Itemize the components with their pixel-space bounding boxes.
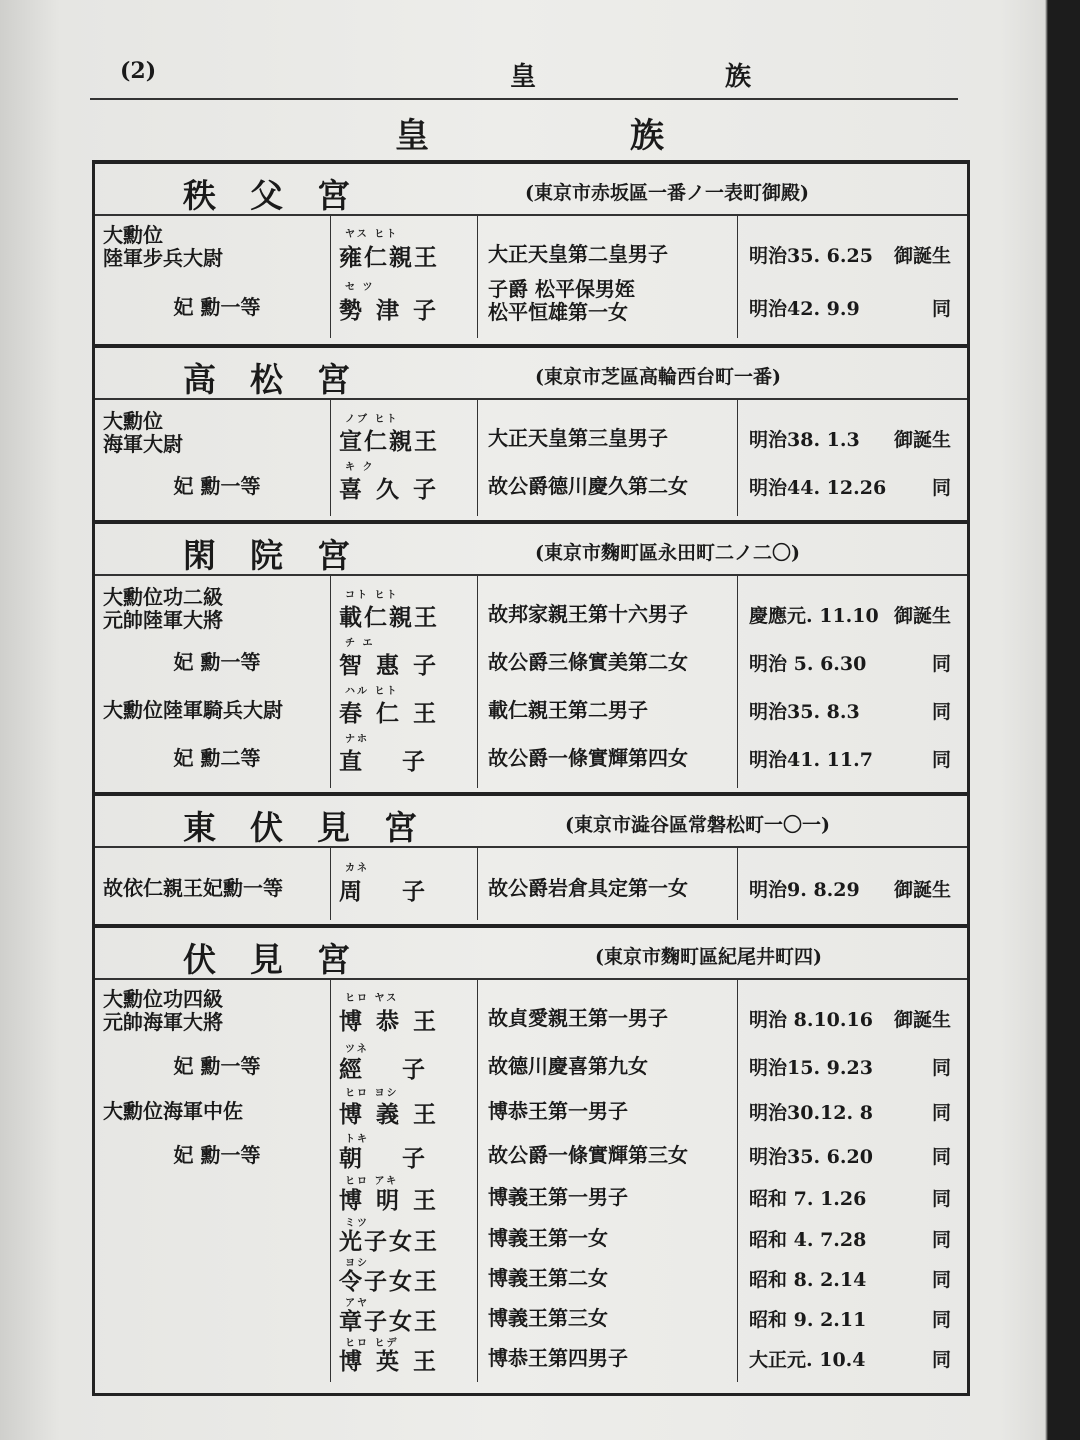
house-name: 高松宮 bbox=[183, 360, 384, 399]
house-section bbox=[95, 792, 967, 920]
member-parentage-line: 大正天皇第二皇男子 bbox=[488, 242, 668, 266]
member-row bbox=[95, 1334, 967, 1374]
member-name-reading: ナホ bbox=[345, 734, 369, 745]
member-parentage bbox=[488, 278, 738, 324]
member-parentage bbox=[488, 1096, 738, 1126]
member-row bbox=[95, 1172, 967, 1214]
member-parentage bbox=[488, 743, 738, 773]
member-parentage bbox=[488, 423, 738, 453]
member-rows bbox=[95, 400, 967, 516]
member-birth-mark: 同 bbox=[931, 477, 951, 499]
member-rank-line: 妃 勳一等 bbox=[173, 295, 261, 319]
house-address: (東京市麴町區永田町二ノ二〇) bbox=[535, 542, 800, 564]
house-header bbox=[95, 796, 967, 848]
house-address: (東京市赤坂區一番ノ一表町御殿) bbox=[525, 182, 809, 204]
member-parentage-line: 博恭王第四男子 bbox=[488, 1346, 628, 1370]
member-name-reading: ミツ bbox=[345, 1218, 369, 1229]
member-rank bbox=[103, 988, 331, 1034]
member-birth-mark: 同 bbox=[931, 1349, 951, 1371]
member-birth bbox=[739, 875, 967, 901]
member-parentage-line: 博義王第二女 bbox=[488, 1266, 608, 1290]
member-birth-date: 明治 5. 6.30 bbox=[749, 653, 867, 675]
member-birth-date: 明治15. 9.23 bbox=[749, 1057, 873, 1079]
member-birth-mark: 御誕生 bbox=[893, 429, 951, 451]
member-row bbox=[95, 1294, 967, 1334]
member-rank bbox=[103, 1096, 331, 1126]
house-header bbox=[95, 928, 967, 980]
member-birth bbox=[739, 1005, 967, 1031]
table-bottom-rule bbox=[95, 1393, 967, 1396]
member-parentage-line: 子爵 松平保男姪 bbox=[488, 277, 635, 301]
house-name: 秩父宮 bbox=[183, 176, 384, 215]
member-rank-line: 大勳位海軍中佐 bbox=[103, 1099, 243, 1123]
member-parentage-line: 故德川慶喜第九女 bbox=[488, 1054, 648, 1078]
member-birth-date: 昭和 9. 2.11 bbox=[749, 1309, 867, 1331]
house-address: (東京市麴町區紀尾井町四) bbox=[595, 946, 822, 968]
member-parentage bbox=[488, 1223, 738, 1253]
member-name-reading: セ ツ bbox=[345, 282, 375, 293]
member-rank-line: 大勳位功四級 bbox=[103, 987, 223, 1011]
member-row bbox=[95, 1254, 967, 1294]
member-parentage bbox=[488, 1343, 738, 1373]
house-name: 東伏見宮 bbox=[183, 808, 451, 847]
member-birth-date: 慶應元. 11.10 bbox=[749, 605, 879, 627]
member-birth bbox=[739, 294, 967, 320]
member-birth-date: 明治35. 6.20 bbox=[749, 1146, 873, 1168]
member-parentage bbox=[488, 599, 738, 629]
member-parentage-line: 故邦家親王第十六男子 bbox=[488, 602, 688, 626]
member-parentage-line: 故公爵三條實美第二女 bbox=[488, 650, 688, 674]
member-name: 載仁親王 bbox=[339, 604, 439, 631]
member-birth-mark: 同 bbox=[931, 1229, 951, 1251]
member-parentage-line: 博義王第一男子 bbox=[488, 1185, 628, 1209]
member-rank-line: 妃 勳一等 bbox=[173, 1143, 261, 1167]
member-parentage-line: 博義王第三女 bbox=[488, 1306, 608, 1330]
house-address: (東京市澁谷區常磐松町一〇一) bbox=[565, 814, 830, 836]
house-address: (東京市芝區高輪西台町一番) bbox=[535, 366, 781, 388]
member-name: 勢津子 bbox=[339, 297, 450, 324]
member-birth-date: 昭和 7. 1.26 bbox=[749, 1188, 867, 1210]
member-parentage-line: 載仁親王第二男子 bbox=[488, 698, 648, 722]
member-birth bbox=[739, 697, 967, 723]
member-birth-mark: 同 bbox=[931, 1057, 951, 1079]
member-name: 光子女王 bbox=[339, 1228, 439, 1255]
member-name-reading: キ ク bbox=[345, 462, 375, 473]
house-header bbox=[95, 348, 967, 400]
member-birth bbox=[739, 1345, 967, 1371]
member-birth-mark: 同 bbox=[931, 298, 951, 320]
house-section bbox=[95, 160, 967, 338]
member-birth-date: 昭和 4. 7.28 bbox=[749, 1229, 867, 1251]
member-rank-line: 妃 勳一等 bbox=[173, 650, 261, 674]
house-section bbox=[95, 344, 967, 516]
member-birth bbox=[739, 1184, 967, 1210]
member-birth-date: 明治30.12. 8 bbox=[749, 1102, 873, 1124]
member-row bbox=[95, 276, 967, 330]
member-name-reading: ヨシ bbox=[345, 1258, 369, 1269]
member-parentage-line: 博義王第一女 bbox=[488, 1226, 608, 1250]
member-row bbox=[95, 682, 967, 730]
member-birth-mark: 御誕生 bbox=[893, 245, 951, 267]
house-header bbox=[95, 164, 967, 216]
member-birth-mark: 同 bbox=[931, 749, 951, 771]
member-parentage-line: 博恭王第一男子 bbox=[488, 1099, 628, 1123]
member-rows bbox=[95, 576, 967, 788]
member-rank bbox=[103, 743, 331, 773]
member-name: 博明王 bbox=[339, 1187, 450, 1214]
running-head-left: 皇 bbox=[510, 62, 537, 92]
member-birth-mark: 同 bbox=[931, 653, 951, 675]
member-row bbox=[95, 410, 967, 458]
member-rank-line: 大勳位功二級 bbox=[103, 585, 223, 609]
member-parentage-line: 故公爵德川慶久第二女 bbox=[488, 474, 688, 498]
member-birth-date: 明治35. 8.3 bbox=[749, 701, 860, 723]
member-name-reading: ツネ bbox=[345, 1044, 369, 1055]
member-rank-line: 大勳位陸軍騎兵大尉 bbox=[103, 698, 283, 722]
member-name: 朝子 bbox=[339, 1145, 465, 1172]
member-birth bbox=[739, 745, 967, 771]
member-name-reading: ヒロ ヨシ bbox=[345, 1088, 399, 1099]
member-rank bbox=[103, 471, 331, 501]
member-birth-date: 明治 8.10.16 bbox=[749, 1009, 873, 1031]
member-name: 喜久子 bbox=[339, 476, 450, 503]
member-parentage bbox=[488, 873, 738, 903]
member-name: 經子 bbox=[339, 1056, 465, 1083]
member-row bbox=[95, 1214, 967, 1254]
member-birth-mark: 同 bbox=[931, 701, 951, 723]
member-name: 博恭王 bbox=[339, 1008, 450, 1035]
member-rank bbox=[103, 1140, 331, 1170]
member-rank-line: 妃 勳一等 bbox=[173, 1054, 261, 1078]
member-birth bbox=[739, 1142, 967, 1168]
member-rank bbox=[103, 647, 331, 677]
page-title-right: 族 bbox=[630, 116, 664, 156]
member-rank-line: 元帥海軍大將 bbox=[103, 1010, 223, 1034]
member-birth-mark: 御誕生 bbox=[893, 879, 951, 901]
member-name: 章子女王 bbox=[339, 1308, 439, 1335]
member-rows bbox=[95, 980, 967, 1382]
member-parentage bbox=[488, 1303, 738, 1333]
member-name: 雍仁親王 bbox=[339, 244, 439, 271]
member-birth bbox=[739, 1098, 967, 1124]
member-rank-line: 故依仁親王妃勳一等 bbox=[103, 876, 283, 900]
member-parentage bbox=[488, 239, 738, 269]
member-rank bbox=[103, 873, 331, 903]
member-parentage-line: 故公爵岩倉具定第一女 bbox=[488, 876, 688, 900]
member-birth-mark: 御誕生 bbox=[893, 605, 951, 627]
member-name-reading: カネ bbox=[345, 863, 369, 874]
member-birth bbox=[739, 473, 967, 499]
member-rows bbox=[95, 848, 967, 920]
member-birth-mark: 御誕生 bbox=[893, 1009, 951, 1031]
member-birth-date: 明治44. 12.26 bbox=[749, 477, 887, 499]
member-rank-line: 元帥陸軍大將 bbox=[103, 608, 223, 632]
member-birth bbox=[739, 649, 967, 675]
member-name-reading: ヤス ヒト bbox=[345, 229, 399, 240]
member-name: 博英王 bbox=[339, 1348, 450, 1375]
member-birth-date: 明治41. 11.7 bbox=[749, 749, 873, 771]
member-birth bbox=[739, 601, 967, 627]
member-rank bbox=[103, 586, 331, 632]
member-row bbox=[95, 1130, 967, 1172]
member-birth bbox=[739, 1053, 967, 1079]
member-rank-line: 妃 勳一等 bbox=[173, 474, 261, 498]
member-row bbox=[95, 586, 967, 634]
member-parentage-line: 故貞愛親王第一男子 bbox=[488, 1006, 668, 1030]
page-title-left: 皇 bbox=[395, 116, 429, 156]
member-birth-mark: 同 bbox=[931, 1146, 951, 1168]
member-birth-date: 明治35. 6.25 bbox=[749, 245, 873, 267]
imperial-family-table bbox=[92, 160, 970, 1396]
member-row bbox=[95, 854, 967, 914]
member-name: 周子 bbox=[339, 878, 465, 905]
member-name-reading: ノブ ヒト bbox=[345, 414, 399, 425]
member-name-reading: ヒロ アキ bbox=[345, 1176, 399, 1187]
member-parentage bbox=[488, 1263, 738, 1293]
house-section bbox=[95, 924, 967, 1382]
member-rank bbox=[103, 1051, 331, 1081]
member-rows bbox=[95, 216, 967, 338]
member-name-reading: ヒロ ヤス bbox=[345, 993, 399, 1004]
member-parentage-line: 故公爵一條實輝第四女 bbox=[488, 746, 688, 770]
member-parentage-line: 故公爵一條實輝第三女 bbox=[488, 1143, 688, 1167]
member-birth-date: 大正元. 10.4 bbox=[749, 1349, 866, 1371]
member-birth-mark: 同 bbox=[931, 1188, 951, 1210]
member-birth-date: 明治38. 1.3 bbox=[749, 429, 860, 451]
member-rank bbox=[103, 224, 331, 270]
member-birth bbox=[739, 1225, 967, 1251]
member-birth bbox=[739, 1265, 967, 1291]
member-parentage bbox=[488, 471, 738, 501]
member-name-reading: アヤ bbox=[345, 1298, 369, 1309]
page-number: (2) bbox=[120, 58, 157, 84]
member-row bbox=[95, 1084, 967, 1130]
member-parentage bbox=[488, 695, 738, 725]
member-name: 博義王 bbox=[339, 1101, 450, 1128]
member-parentage-line: 松平恒雄第一女 bbox=[488, 300, 628, 324]
member-name: 宣仁親王 bbox=[339, 428, 439, 455]
member-rank-line: 妃 勳二等 bbox=[173, 746, 261, 770]
member-name-reading: トキ bbox=[345, 1134, 369, 1145]
member-name: 春仁王 bbox=[339, 700, 450, 727]
member-birth-mark: 同 bbox=[931, 1102, 951, 1124]
member-row bbox=[95, 458, 967, 506]
page-title bbox=[90, 108, 958, 154]
member-rank bbox=[103, 695, 331, 725]
member-birth bbox=[739, 1305, 967, 1331]
running-head-right: 族 bbox=[725, 62, 752, 92]
member-row bbox=[95, 1040, 967, 1084]
house-section bbox=[95, 520, 967, 788]
member-name: 令子女王 bbox=[339, 1268, 439, 1295]
house-name: 伏見宮 bbox=[183, 940, 384, 979]
member-birth-date: 昭和 8. 2.14 bbox=[749, 1269, 867, 1291]
member-name: 智惠子 bbox=[339, 652, 450, 679]
member-row bbox=[95, 634, 967, 682]
member-name: 直子 bbox=[339, 748, 465, 775]
member-rank-line: 大勳位 bbox=[103, 223, 163, 247]
member-parentage bbox=[488, 1182, 738, 1212]
member-birth-mark: 同 bbox=[931, 1269, 951, 1291]
running-head bbox=[90, 52, 958, 100]
member-name-reading: ハル ヒト bbox=[345, 686, 399, 697]
member-row bbox=[95, 988, 967, 1040]
member-name-reading: ヒロ ヒデ bbox=[345, 1338, 399, 1349]
house-name: 閑院宮 bbox=[183, 536, 384, 575]
member-parentage bbox=[488, 1140, 738, 1170]
member-rank-line: 海軍大尉 bbox=[103, 432, 183, 456]
member-rank bbox=[103, 410, 331, 456]
house-header bbox=[95, 524, 967, 576]
member-birth-date: 明治42. 9.9 bbox=[749, 298, 860, 320]
member-row bbox=[95, 730, 967, 778]
member-birth bbox=[739, 241, 967, 267]
member-birth bbox=[739, 425, 967, 451]
member-rank-line: 陸軍步兵大尉 bbox=[103, 246, 223, 270]
member-parentage bbox=[488, 1051, 738, 1081]
member-row bbox=[95, 224, 967, 276]
member-parentage-line: 大正天皇第三皇男子 bbox=[488, 426, 668, 450]
member-parentage bbox=[488, 1003, 738, 1033]
member-birth-mark: 同 bbox=[931, 1309, 951, 1331]
member-name-reading: コト ヒト bbox=[345, 590, 399, 601]
member-rank-line: 大勳位 bbox=[103, 409, 163, 433]
member-name-reading: チ エ bbox=[345, 638, 375, 649]
member-birth-date: 明治9. 8.29 bbox=[749, 879, 860, 901]
member-rank bbox=[103, 292, 331, 322]
member-parentage bbox=[488, 647, 738, 677]
